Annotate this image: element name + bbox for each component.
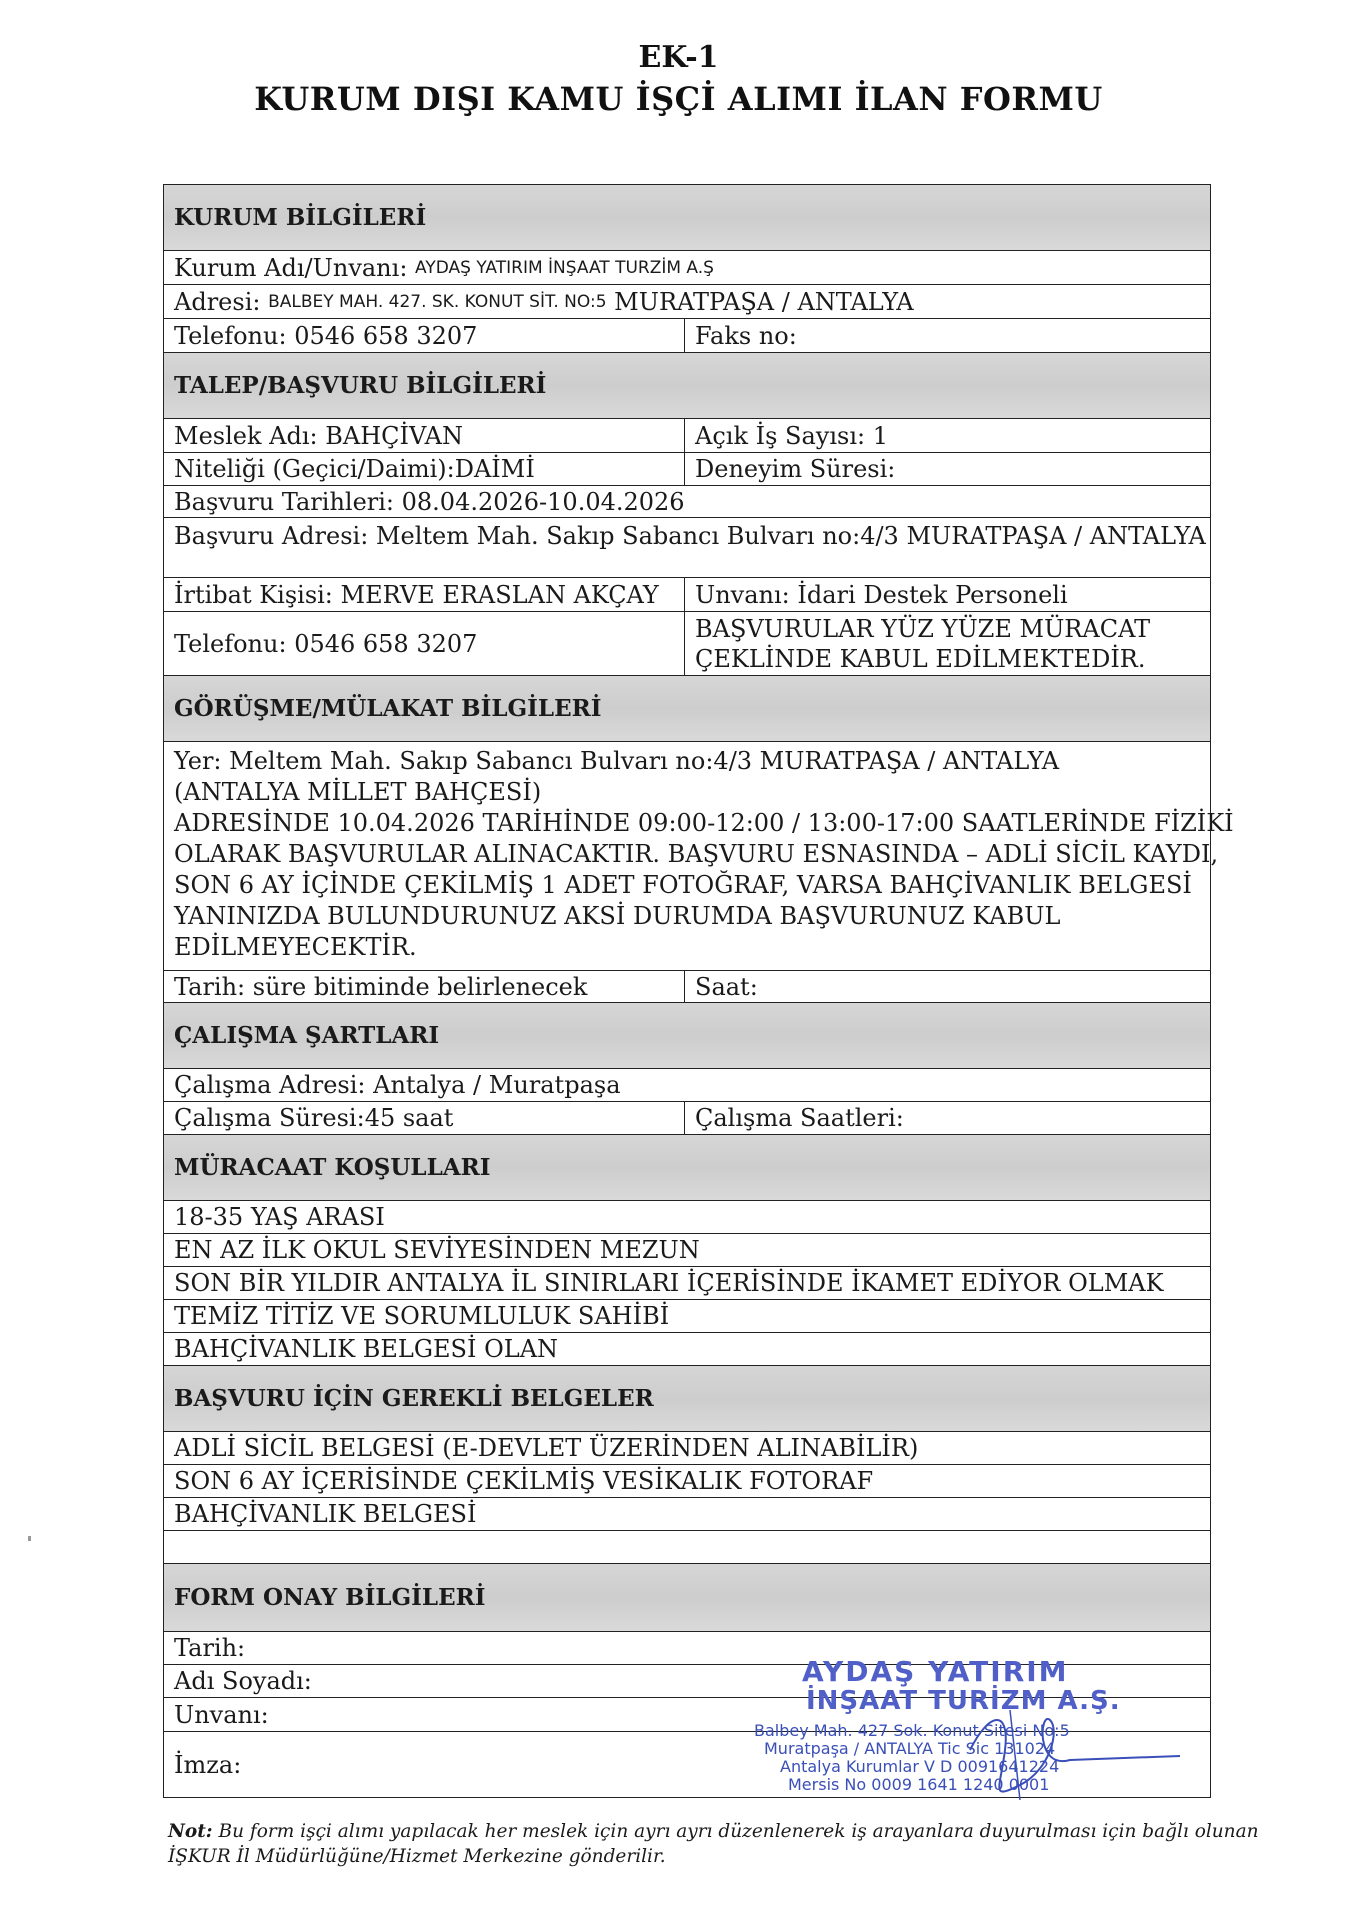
- stamp-company-name: AYDAŞ YATIRIM: [802, 1655, 1069, 1688]
- kurum-adres-value: BALBEY MAH. 427. SK. KONUT SİT. NO:5: [268, 291, 607, 312]
- footer-note-text: Bu form işçi alımı yapılacak her meslek için ayrı ayrı düzenlenerek iş arayanlara duyurulması için bağlı olunan: [218, 1821, 1259, 1842]
- basvuru-tarihleri: Başvuru Tarihleri: 08.04.2026-10.04.2026: [174, 487, 685, 516]
- muracaat-item: [163, 1267, 1211, 1300]
- footer-note-label: Not:: [168, 1821, 213, 1842]
- muracaat-item: [163, 1333, 1211, 1366]
- calisma-adres-row: [163, 1069, 1211, 1102]
- acik-is-sayisi: Açık İş Sayısı: 1: [684, 419, 1210, 452]
- irtibat-kisisi: İrtibat Kişisi: MERVE ERASLAN AKÇAY: [174, 580, 659, 609]
- stamp-company-type: İNŞAAT TURİZM A.Ş.: [806, 1686, 1121, 1716]
- muracaat-item-text: BAHÇİVANLIK BELGESİ OLAN: [174, 1335, 559, 1363]
- section-header-gorusme: GÖRÜŞME/MÜLAKAT BİLGİLERİ: [163, 676, 1211, 742]
- muracaat-item: [163, 1201, 1211, 1234]
- onay-tarih: Tarih:: [174, 1634, 246, 1662]
- gorusme-line: SON 6 AY İÇİNDE ÇEKİLMİŞ 1 ADET FOTOĞRAF, VARSA BAHÇİVANLIK BELGESİ: [174, 871, 1192, 899]
- section-header-onay: FORM ONAY BİLGİLERİ: [163, 1564, 1211, 1632]
- basvuru-notu-line1: BAŞVURULAR YÜZ YÜZE MÜRACAT: [695, 614, 1151, 643]
- stamp-registry: Muratpaşa / ANTALYA Tic Sic 131024: [764, 1739, 1056, 1758]
- basvuru-adresi: Başvuru Adresi: Meltem Mah. Sakıp Sabancı Bulvarı no:4/3 MURATPAŞA / ANTALYA: [174, 522, 1206, 550]
- footer-note-text2: İŞKUR İl Müdürlüğüne/Hizmet Merkezine gönderilir.: [168, 1846, 666, 1867]
- irtibat-unvani: Unvanı: İdari Destek Personeli: [684, 578, 1210, 611]
- kurum-adres-row: [163, 285, 1211, 319]
- talep-irtibat-row: [163, 578, 1211, 612]
- muracaat-item-text: SON BİR YILDIR ANTALYA İL SINIRLARI İÇERİSİNDE İKAMET EDİYOR OLMAK: [174, 1269, 1164, 1297]
- stamp-address: Balbey Mah. 427 Sok. Konut Sitesi No:5: [754, 1721, 1070, 1740]
- irtibat-telefonu: Telefonu: 0546 658 3207: [174, 629, 478, 658]
- section-header-talep: TALEP/BAŞVURU BİLGİLERİ: [163, 353, 1211, 419]
- gorusme-line: YANINIZDA BULUNDURUNUZ AKSİ DURUMDA BAŞVURUNUZ KABUL: [174, 902, 1061, 930]
- kurum-adi-label: Kurum Adı/Unvanı:: [174, 253, 408, 282]
- muracaat-item-text: EN AZ İLK OKUL SEVİYESİNDEN MEZUN: [174, 1236, 700, 1264]
- calisma-adresi: Çalışma Adresi: Antalya / Muratpaşa: [174, 1071, 621, 1099]
- gorusme-tarih-row: [163, 971, 1211, 1003]
- belge-item: [163, 1432, 1211, 1465]
- deneyim-suresi: Deneyim Süresi:: [684, 453, 1210, 485]
- kurum-faks: Faks no:: [684, 319, 1210, 352]
- belge-item-text: BAHÇİVANLIK BELGESİ: [174, 1500, 477, 1528]
- muracaat-item-text: 18-35 YAŞ ARASI: [174, 1203, 385, 1231]
- calisma-suresi: Çalışma Süresi:45 saat: [174, 1104, 454, 1132]
- stamp-tax-office: Antalya Kurumlar V D 0091641224: [780, 1757, 1060, 1776]
- gorusme-line: EDİLMEYECEKTİR.: [174, 933, 417, 961]
- belge-item-empty: [163, 1531, 1211, 1564]
- kurum-adi-row: [163, 251, 1211, 285]
- muracaat-item: [163, 1300, 1211, 1333]
- footer-note: [168, 1819, 1328, 1869]
- gorusme-saat: Saat:: [684, 971, 1210, 1002]
- talep-meslek-row: [163, 419, 1211, 453]
- document-code: EK-1: [638, 40, 719, 75]
- document-title: KURUM DIŞI KAMU İŞÇİ ALIMI İLAN FORMU: [254, 80, 1103, 118]
- belge-item: [163, 1465, 1211, 1498]
- section-header-calisma: ÇALIŞMA ŞARTLARI: [163, 1003, 1211, 1069]
- talep-telefon-row: [163, 612, 1211, 676]
- gorusme-line: ADRESİNDE 10.04.2026 TARİHİNDE 09:00-12:00 / 13:00-17:00 SAATLERİNDE FİZİKİ: [174, 809, 1234, 837]
- onay-unvani: Unvanı:: [174, 1700, 269, 1729]
- section-header-belgeler: BAŞVURU İÇİN GEREKLİ BELGELER: [163, 1366, 1211, 1432]
- section-header-kurum: KURUM BİLGİLERİ: [163, 184, 1211, 251]
- muracaat-item: [163, 1234, 1211, 1267]
- signature-icon: [950, 1690, 1190, 1810]
- belge-item-text: SON 6 AY İÇERİSİNDE ÇEKİLMİŞ VESİKALIK FOTORAF: [174, 1467, 874, 1495]
- calisma-sure-row: [163, 1102, 1211, 1135]
- gorusme-detay-row: [163, 742, 1234, 971]
- gorusme-tarih: Tarih: süre bitiminde belirlenecek: [174, 972, 588, 1001]
- talep-nitelik-row: [163, 453, 1211, 486]
- belge-item: [163, 1498, 1211, 1531]
- onay-imza: İmza:: [174, 1750, 242, 1779]
- onay-adi-soyadi: Adı Soyadı:: [174, 1667, 312, 1695]
- gorusme-line: (ANTALYA MİLLET BAHÇESİ): [174, 778, 542, 806]
- muracaat-item-text: TEMİZ TİTİZ VE SORUMLULUK SAHİBİ: [174, 1302, 670, 1330]
- stamp-mersis: Mersis No 0009 1641 1240 0001: [788, 1775, 1050, 1794]
- belge-item-text: ADLİ SİCİL BELGESİ (E-DEVLET ÜZERİNDEN ALINABİLİR): [174, 1434, 919, 1462]
- gorusme-line: Yer: Meltem Mah. Sakıp Sabancı Bulvarı no:4/3 MURATPAŞA / ANTALYA: [174, 747, 1060, 775]
- talep-tarih-row: [163, 486, 1211, 518]
- section-header-muracaat: MÜRACAAT KOŞULLARI: [163, 1135, 1211, 1201]
- meslek-adi: Meslek Adı: BAHÇİVAN: [174, 421, 464, 450]
- talep-adres-row: [163, 518, 1211, 578]
- kurum-telefon-row: [163, 319, 1211, 353]
- basvuru-notu: [684, 612, 1210, 675]
- basvuru-notu-line2: ÇEKLİNDE KABUL EDİLMEKTEDİR.: [695, 644, 1146, 673]
- calisma-saatleri: Çalışma Saatleri:: [684, 1102, 1210, 1134]
- kurum-adres-label: Adresi:: [174, 287, 261, 316]
- niteligi: Niteliği (Geçici/Daimi):DAİMİ: [174, 455, 535, 483]
- gorusme-detay: [174, 746, 1234, 963]
- scan-mark: [28, 1536, 31, 1541]
- kurum-telefon: Telefonu: 0546 658 3207: [174, 321, 478, 350]
- kurum-adres-city: MURATPAŞA / ANTALYA: [614, 287, 914, 316]
- kurum-adi-value: AYDAŞ YATIRIM İNŞAAT TURZİM A.Ş: [415, 257, 714, 278]
- gorusme-line: OLARAK BAŞVURULAR ALINACAKTIR. BAŞVURU ESNASINDA – ADLİ SİCİL KAYDI,: [174, 840, 1219, 868]
